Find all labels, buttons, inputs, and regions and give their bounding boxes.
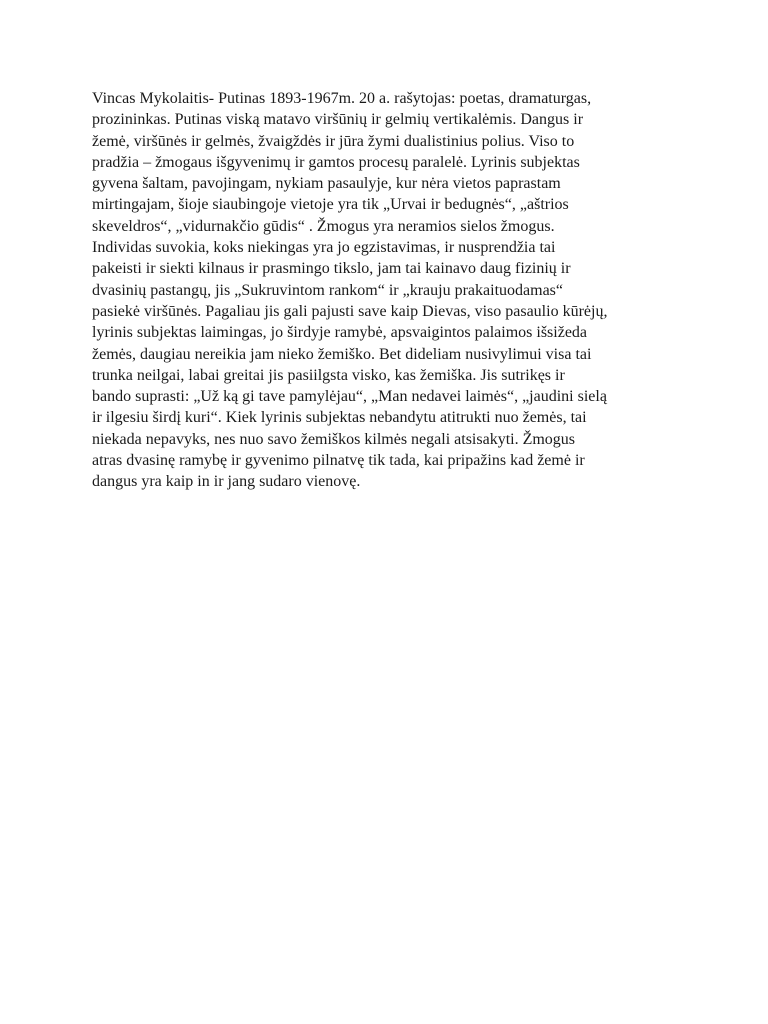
- text-line: žemės, daugiau nereikia jam nieko žemiško. Bet dideliam nusivylimui visa tai: [92, 345, 592, 363]
- text-line: Individas suvokia, koks niekingas yra jo egzistavimas, ir nusprendžia tai: [92, 239, 556, 257]
- text-line: Vincas Mykolaitis- Putinas 1893-1967m. 20 a. rašytojas: poetas, dramaturgas,: [92, 90, 592, 107]
- text-line: bando suprasti: „Už ką gi tave pamylėjau“, „Man nedavei laimės“, „jaudini sielą: [92, 388, 607, 406]
- text-line: ir ilgesiu širdį kuri“. Kiek lyrinis subjektas nebandytu atitrukti nuo žemės, tai: [92, 409, 587, 427]
- text-line: pakeisti ir siekti kilnaus ir prasmingo tikslo, jam tai kainavo daug fizinių ir: [92, 260, 571, 278]
- text-line: lyrinis subjektas laimingas, jo širdyje ramybė, apsvaigintos palaimos išsižeda: [92, 324, 588, 342]
- text-line: dangus yra kaip in ir jang sudaro vienovę.: [92, 473, 361, 491]
- text-line: gyvena šaltam, pavojingam, nykiam pasaulyje, kur nėra vietos paprastam: [92, 175, 561, 193]
- essay-paragraph: [92, 88, 676, 493]
- text-line: pradžia – žmogaus išgyvenimų ir gamtos procesų paralelė. Lyrinis subjektas: [92, 153, 580, 171]
- text-line: prozininkas. Putinas viską matavo viršūnių ir gelmių vertikalėmis. Dangus ir: [92, 111, 584, 129]
- text-line: pasiekė viršūnės. Pagaliau jis gali pajusti save kaip Dievas, viso pasaulio kūrėjų,: [92, 302, 608, 320]
- text-line: atras dvasinę ramybę ir gyvenimo pilnatvę tik tada, kai pripažins kad žemė ir: [92, 452, 585, 470]
- text-line: mirtingajam, šioje siaubingoje vietoje yra tik „Urvai ir bedugnės“, „aštrios: [92, 196, 569, 214]
- text-line: žemė, viršūnės ir gelmės, žvaigždės ir jūra žymi dualistinius polius. Viso to: [92, 132, 575, 150]
- text-line: dvasinių pastangų, jis „Sukruvintom rankom“ ir „krauju prakaituodamas“: [92, 281, 563, 299]
- text-line: trunka neilgai, labai greitai jis pasiilgsta visko, kas žemiška. Jis sutrikęs ir: [92, 366, 565, 384]
- text-line: niekada nepavyks, nes nuo savo žemiškos kilmės negali atsisakyti. Žmogus: [92, 430, 576, 448]
- text-line: skeveldros“, „vidurnakčio gūdis“ . Žmogus yra neramios sielos žmogus.: [92, 217, 555, 235]
